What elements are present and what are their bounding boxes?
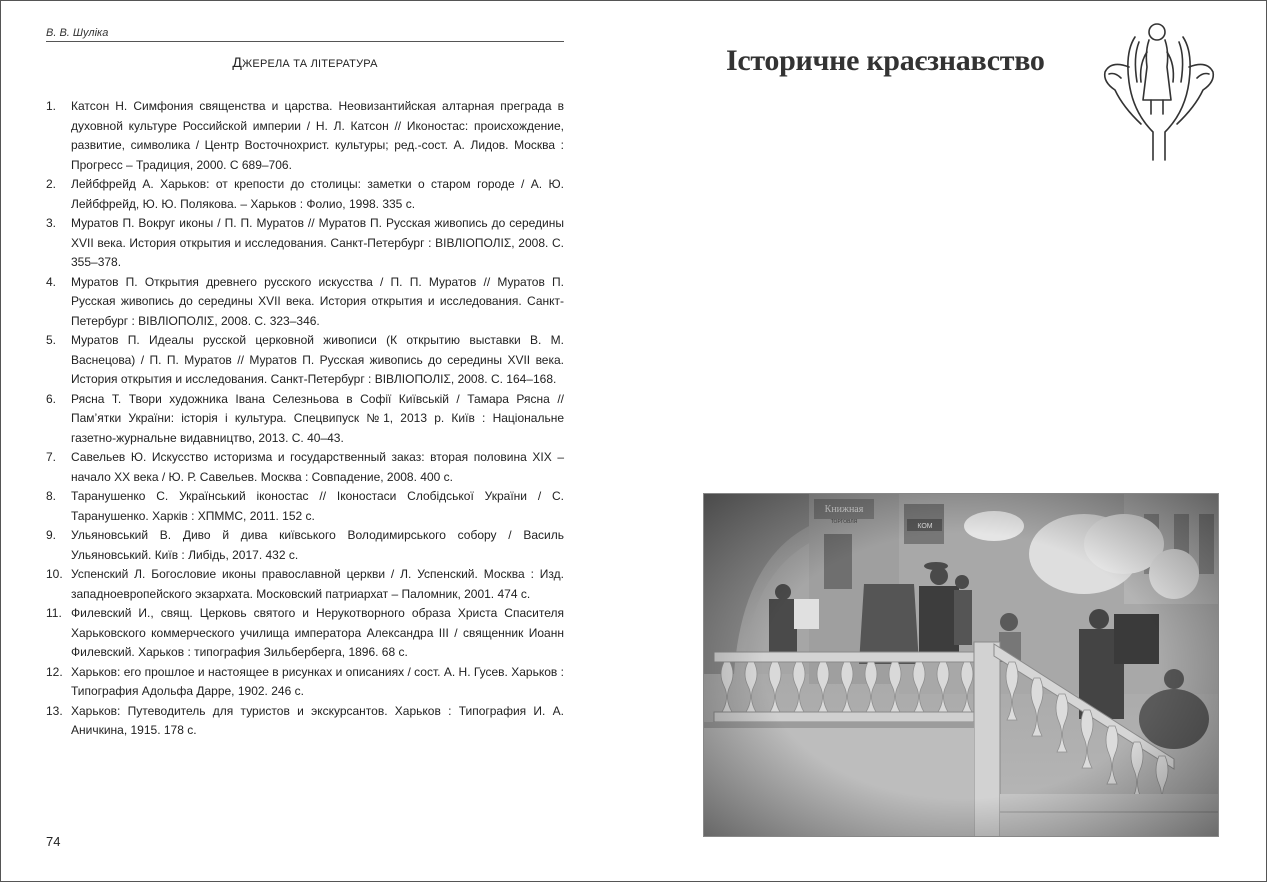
reference-item [46,214,564,273]
reference-number: 2. [46,177,57,191]
reference-text: Харьков: Путеводитель для туристов и экскурсантов. Харьков : Типография И. А. Аничкина, 1915. 178 с. [71,703,564,737]
reference-item [46,487,564,526]
reference-item [46,565,564,604]
reference-text: Лейбфрейд А. Харьков: от крепости до столицы: заметки о старом городе / А. Ю. Лейбфрейд, Ю. Ю. Полякова. – Харьков : Фолио, 1998. 335 с. [71,177,564,211]
reference-text: Катсон Н. Симфония священства и царства. Неовизантийская алтарная преграда в духовной культуре Российской империи / Н. Л. Катсон // Иконостас: происхождение, развитие, символика / Центр Восточнохрист. культуры; ред.-сост. А. Лидов. Москва : Прогресс – Традиция, 2000. С 689–706. [71,99,564,172]
reference-item [46,604,564,663]
reference-number: 12. [46,664,63,679]
reference-text: Рясна Т. Твори художника Івана Селезньова в Софії Київській / Тамара Рясна // Пам’ятки України: історія і культура. Спецвипуск №1, 2013 р. Київ : Національне газетно-журнальне видавництво, 2013. С. 40–43. [71,391,564,445]
reference-item [46,331,564,390]
reference-number: 7. [46,450,57,464]
reference-number: 3. [46,216,57,230]
reference-list [46,97,564,741]
reference-text: Ульяновський В. Диво й дива київського Володимирського собору / Василь Ульяновський. Київ : Либідь, 2017. 432 с. [71,528,564,562]
reference-text: Муратов П. Открытия древнего русского искусства / П. П. Муратов // Муратов П. Русская живопись до середины XVII века. История открытия и исследования. Санкт-Петербург : ВІВЛІОПОЛІΣ, 2008. С. 323–346. [71,274,564,328]
reference-number: 8. [46,489,57,503]
reference-item [46,702,564,741]
reference-number: 1. [46,99,57,113]
reference-text: Успенский Л. Богословие иконы православной церкви / Л. Успенский. Москва : Изд. западноевропейского экзархата. Московский патриархат – Паломник, 2001. 474 с. [71,567,564,601]
left-page [0,0,633,882]
reference-text: Таранушенко С. Український іконостас // Іконостаси Слобідської України / С. Таранушенко. Харків : ХПММС, 2011. 152 с. [71,489,564,523]
reference-item [46,175,564,214]
reference-number: 10. [46,567,63,581]
page-number: 74 [46,834,61,849]
reference-text: Филевский И., свящ. Церковь святого и Нерукотворного образа Христа Спасителя Харьковского коммерческого училища императора Александра III / священник Иоанн Филевский. Харьков : типография Зильберберга, 1896. 68 с. [71,606,564,659]
reference-item [46,390,564,449]
reference-item [46,273,564,332]
reference-number: 9. [46,528,57,542]
reference-number: 6. [46,391,57,406]
reference-item [46,526,564,565]
reference-number: 11. [46,606,62,620]
reference-item [46,448,564,487]
reference-number: 13. [46,703,63,718]
reference-item [46,663,564,702]
section-heading: Історичне краєзнавство [726,44,1045,77]
reference-text: Савельев Ю. Искусство историзма и государственный заказ: вторая половина XIX – начало XX века / Ю. Р. Савельев. Москва : Совпадение, 2008. 400 с. [71,450,564,484]
reference-number: 5. [46,333,57,347]
reference-text: Муратов П. Идеалы русской церковной живописи (К открытию выставки В. М. Васнецова) / П. П. Муратов // Муратов П. Русская живопись до середины XVII века. История открытия и исследования. Санкт-Петербург : ВІВЛІОПОЛІΣ, 2008. С. 164–168. [71,333,564,386]
praying-hands-logo-icon [1095,12,1225,162]
reference-text: Муратов П. Вокруг иконы / П. П. Муратов // Муратов П. Русская живопись до середины XVII века. История открытия и исследования. Санкт-Петербург : ВІВЛІОПОЛІΣ, 2008. С. 355–378. [71,216,564,269]
reference-text: Харьков: его прошлое и настоящее в рисунках и описаниях / сост. А. Н. Гусев. Харьков : Типография Адольфа Дарре, 1902. 246 с. [71,664,564,698]
mural-photo [703,493,1219,837]
running-head: В. В. Шуліка [46,27,564,42]
reference-number: 4. [46,274,57,289]
reference-item [46,97,564,175]
section-title: ДЖЕРЕЛА ТА ЛІТЕРАТУРА [232,54,378,70]
